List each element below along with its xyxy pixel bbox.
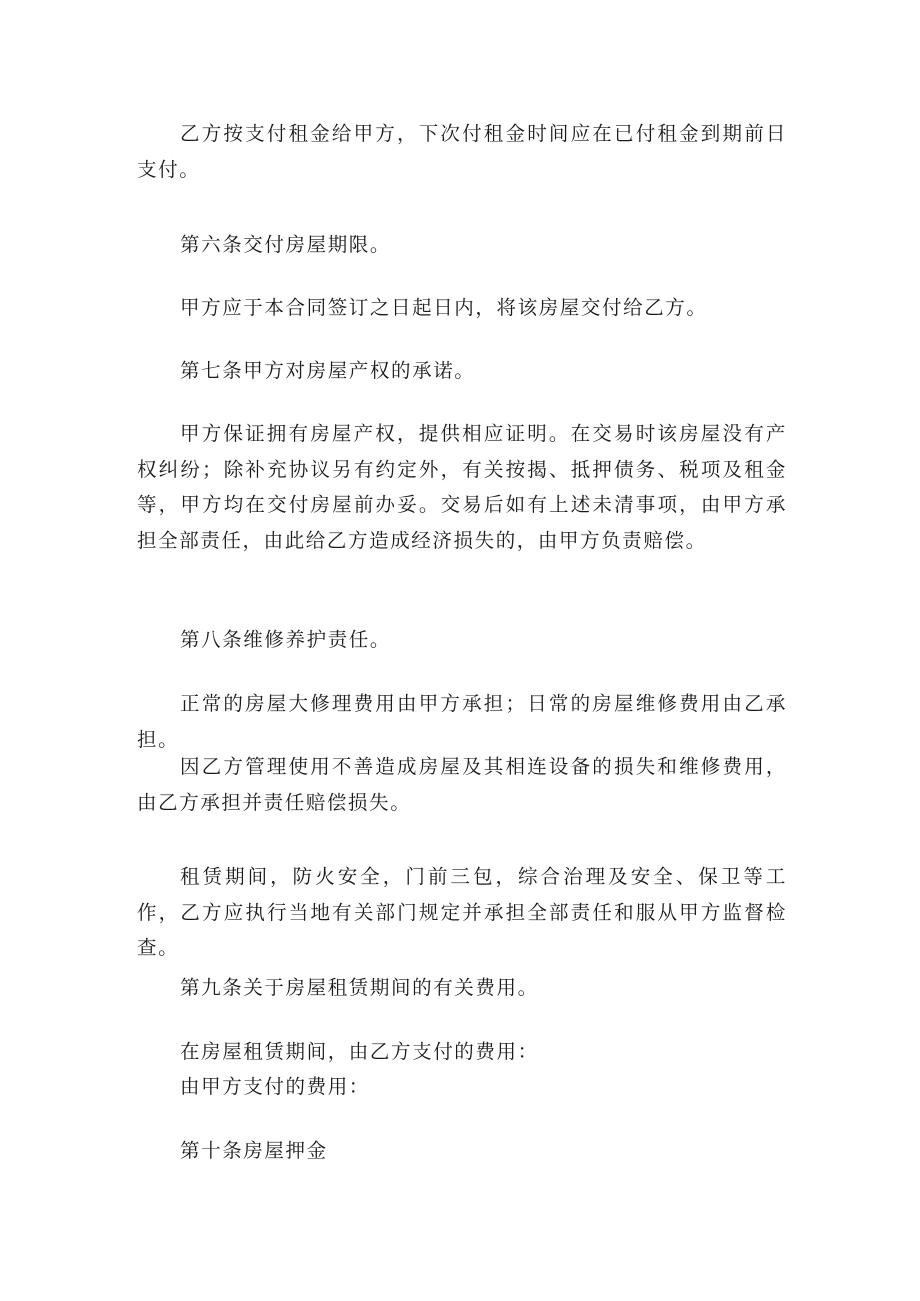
paragraph-repair-costs: 正常的房屋大修理费用由甲方承担；日常的房屋维修费用由乙承担。 — [137, 692, 787, 751]
paragraph-damage-liability: 因乙方管理使用不善造成房屋及其相连设备的损失和维修费用，由乙方承担并责任赔偿损失。 — [137, 755, 787, 814]
heading-article-7: 第七条甲方对房屋产权的承诺。 — [180, 359, 476, 382]
heading-article-8: 第八条维修养护责任。 — [180, 628, 392, 651]
paragraph-ownership-guarantee: 甲方保证拥有房屋产权，提供相应证明。在交易时该房屋没有产权纠纷；除补充协议另有约定外，有关按揭、抵押债务、税项及租金等，甲方均在交付房屋前办妥。交易后如有上述未清事项，由甲方承担全部责任，由此给乙方造成经济损失的，由甲方负责赔偿。 — [137, 422, 787, 552]
paragraph-tenant-fees: 在房屋租赁期间，由乙方支付的费用： — [180, 1040, 539, 1063]
heading-article-9: 第九条关于房屋租赁期间的有关费用。 — [180, 976, 539, 999]
heading-article-6: 第六条交付房屋期限。 — [180, 233, 392, 256]
paragraph-rent-payment: 乙方按支付租金给甲方，下次付租金时间应在已付租金到期前日支付。 — [137, 122, 787, 181]
paragraph-safety-duties: 租赁期间，防火安全，门前三包，综合治理及安全、保卫等工作，乙方应执行当地有关部门规定并承担全部责任和服从甲方监督检查。 — [137, 865, 787, 959]
paragraph-delivery-period: 甲方应于本合同签订之日起日内，将该房屋交付给乙方。 — [180, 296, 708, 319]
heading-article-10: 第十条房屋押金 — [180, 1139, 328, 1162]
paragraph-landlord-fees: 由甲方支付的费用： — [180, 1075, 370, 1098]
